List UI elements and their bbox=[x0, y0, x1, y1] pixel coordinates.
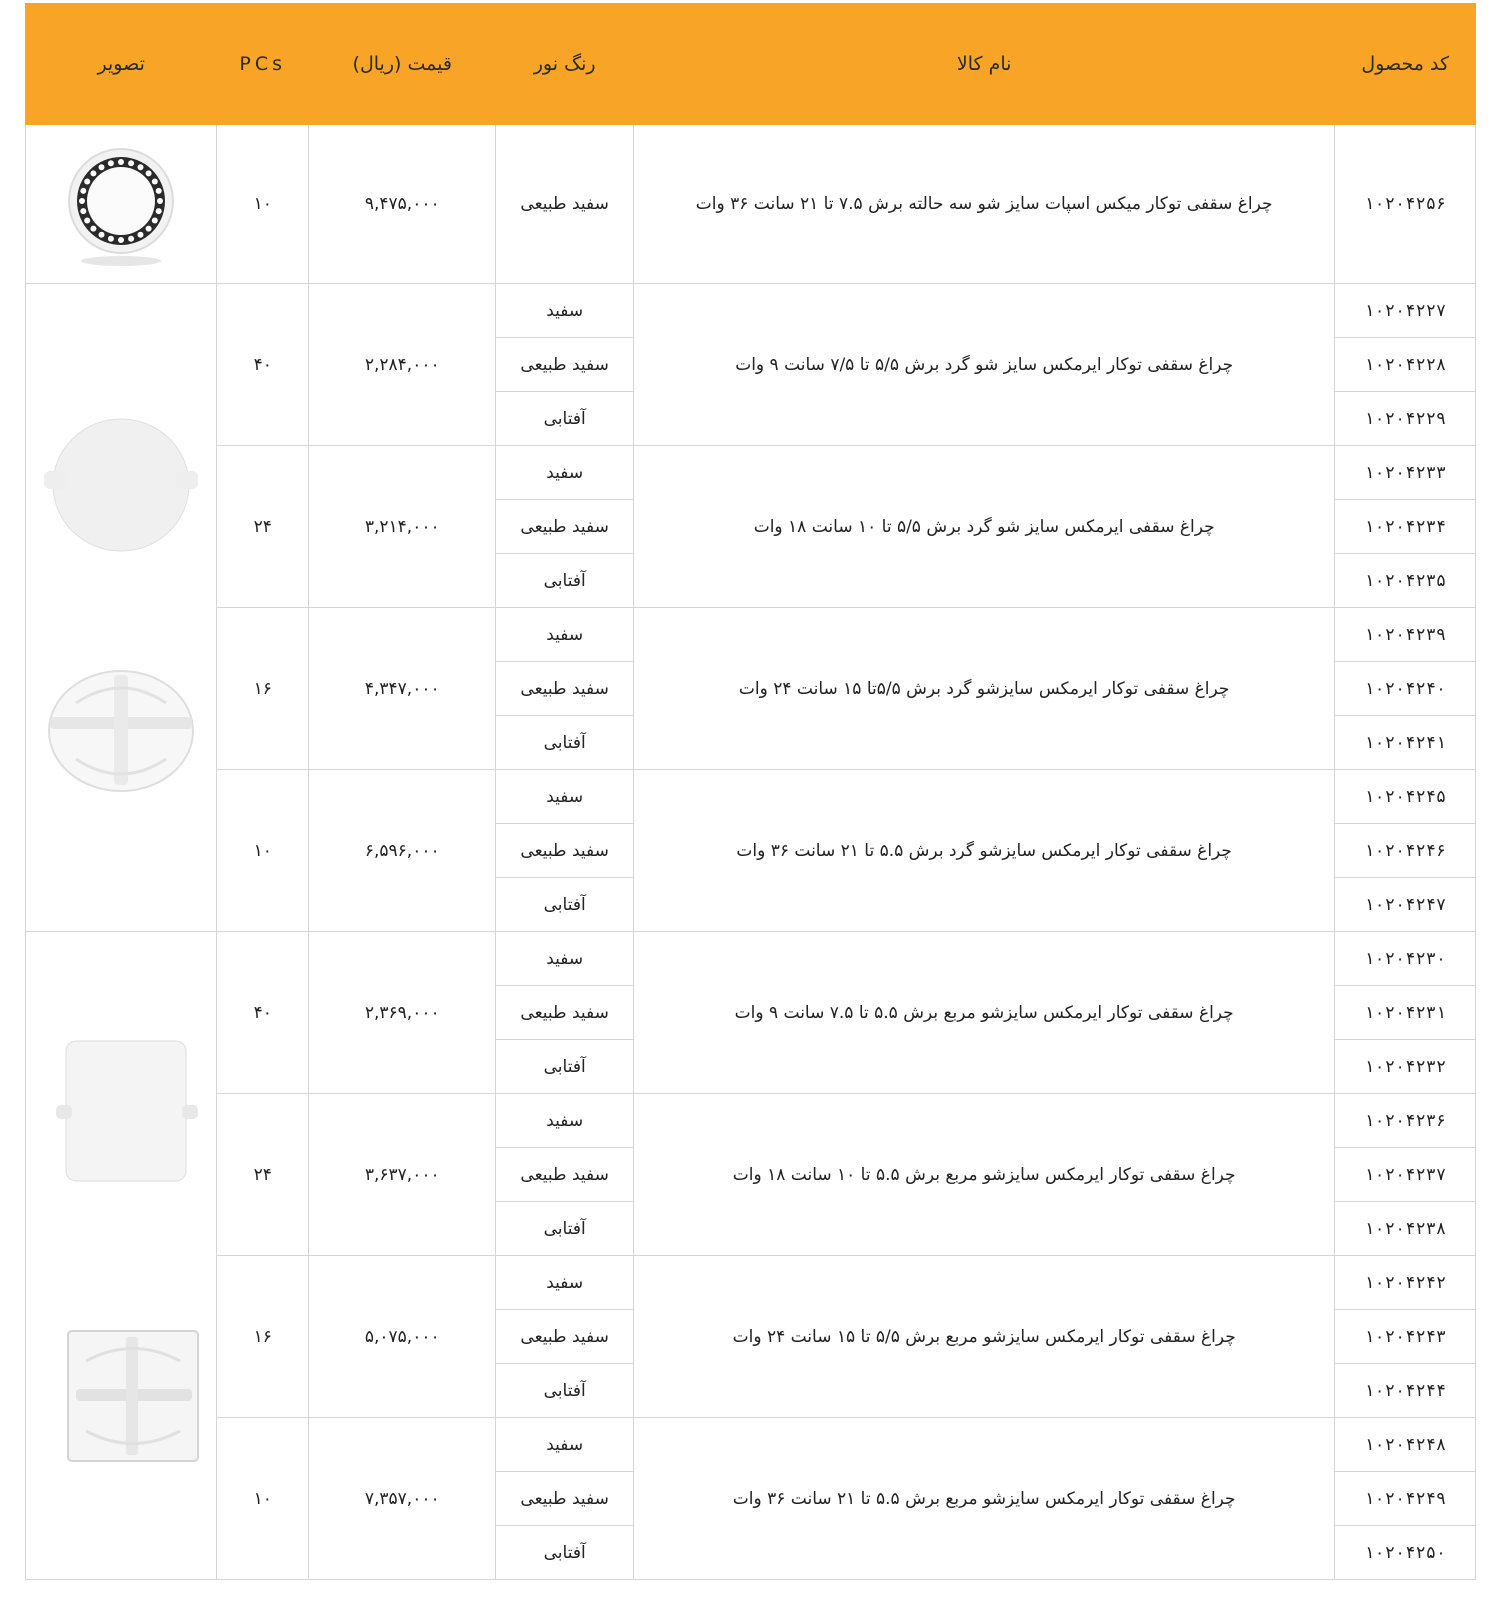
price-cell: ۹,۴۷۵,۰۰۰ bbox=[309, 125, 496, 284]
pcs-cell: ۱۰ bbox=[217, 125, 309, 284]
price-cell: ۶,۵۹۶,۰۰۰ bbox=[309, 770, 496, 932]
light-color-cell: سفید bbox=[496, 1418, 633, 1472]
table-header-row bbox=[26, 4, 1476, 125]
product-code-cell: ۱۰۲۰۴۲۳۸ bbox=[1335, 1202, 1476, 1256]
table-row bbox=[26, 1256, 1476, 1310]
product-name-cell: چراغ سقفی توکار ایرمکس سایزشو گرد برش ۵.۵ تا ۲۱ سانت ۳۶ وات bbox=[633, 770, 1335, 932]
pcs-cell: ۴۰ bbox=[217, 932, 309, 1094]
price-table bbox=[25, 3, 1476, 1580]
square-panel-lamp-image bbox=[26, 932, 217, 1580]
light-color-cell: آفتابی bbox=[496, 1526, 633, 1580]
table-row bbox=[26, 125, 1476, 284]
light-color-cell: سفید طبیعی bbox=[496, 662, 633, 716]
product-code-cell: ۱۰۲۰۴۲۳۶ bbox=[1335, 1094, 1476, 1148]
product-name-cell: چراغ سقفی توکار ایرمکس سایزشو مربع برش ۵/۵ تا ۱۵ سانت ۲۴ وات bbox=[633, 1256, 1335, 1418]
product-code-cell: ۱۰۲۰۴۲۴۳ bbox=[1335, 1310, 1476, 1364]
light-color-cell: سفید bbox=[496, 932, 633, 986]
product-code-cell: ۱۰۲۰۴۲۲۷ bbox=[1335, 284, 1476, 338]
product-code-cell: ۱۰۲۰۴۲۵۶ bbox=[1335, 125, 1476, 284]
square-panel-lamp-image-svg bbox=[36, 1031, 206, 1481]
light-color-cell: سفید bbox=[496, 284, 633, 338]
product-code-cell: ۱۰۲۰۴۲۴۱ bbox=[1335, 716, 1476, 770]
light-color-cell: سفید bbox=[496, 446, 633, 500]
product-name-cell: چراغ سقفی ایرمکس سایز شو گرد برش ۵/۵ تا ۱۰ سانت ۱۸ وات bbox=[633, 446, 1335, 608]
header-name: نام کالا bbox=[633, 4, 1335, 125]
product-name-cell: چراغ سقفی توکار ایرمکس سایز شو گرد برش ۵/۵ تا ۷/۵ سانت ۹ وات bbox=[633, 284, 1335, 446]
light-color-cell: سفید bbox=[496, 1094, 633, 1148]
product-code-cell: ۱۰۲۰۴۲۳۷ bbox=[1335, 1148, 1476, 1202]
mix-spot-round-lamp-image-svg bbox=[61, 139, 181, 269]
product-code-cell: ۱۰۲۰۴۲۳۳ bbox=[1335, 446, 1476, 500]
light-color-cell: سفید طبیعی bbox=[496, 1148, 633, 1202]
price-cell: ۷,۳۵۷,۰۰۰ bbox=[309, 1418, 496, 1580]
price-list-sheet bbox=[25, 3, 1476, 1580]
product-code-cell: ۱۰۲۰۴۲۳۴ bbox=[1335, 500, 1476, 554]
product-code-cell: ۱۰۲۰۴۲۲۹ bbox=[1335, 392, 1476, 446]
round-panel-lamp-image-svg bbox=[36, 413, 206, 803]
product-code-cell: ۱۰۲۰۴۲۵۰ bbox=[1335, 1526, 1476, 1580]
product-code-cell: ۱۰۲۰۴۲۳۱ bbox=[1335, 986, 1476, 1040]
header-price: قیمت (ریال) bbox=[309, 4, 496, 125]
light-color-cell: آفتابی bbox=[496, 392, 633, 446]
table-row bbox=[26, 1418, 1476, 1472]
light-color-cell: آفتابی bbox=[496, 878, 633, 932]
price-cell: ۴,۳۴۷,۰۰۰ bbox=[309, 608, 496, 770]
product-name-cell: چراغ سقفی توکار ایرمکس سایزشو مربع برش ۵.۵ تا ۷.۵ سانت ۹ وات bbox=[633, 932, 1335, 1094]
price-cell: ۲,۲۸۴,۰۰۰ bbox=[309, 284, 496, 446]
table-row bbox=[26, 770, 1476, 824]
light-color-cell: سفید طبیعی bbox=[496, 824, 633, 878]
product-code-cell: ۱۰۲۰۴۲۳۲ bbox=[1335, 1040, 1476, 1094]
product-code-cell: ۱۰۲۰۴۲۴۲ bbox=[1335, 1256, 1476, 1310]
table-row bbox=[26, 608, 1476, 662]
price-cell: ۵,۰۷۵,۰۰۰ bbox=[309, 1256, 496, 1418]
light-color-cell: سفید طبیعی bbox=[496, 338, 633, 392]
table-body bbox=[26, 125, 1476, 1580]
pcs-cell: ۱۰ bbox=[217, 1418, 309, 1580]
round-panel-lamp-image bbox=[26, 284, 217, 932]
product-code-cell: ۱۰۲۰۴۲۳۰ bbox=[1335, 932, 1476, 986]
mix-spot-round-lamp-image bbox=[26, 125, 217, 284]
light-color-cell: سفید طبیعی bbox=[496, 1472, 633, 1526]
table-row bbox=[26, 932, 1476, 986]
light-color-cell: سفید طبیعی bbox=[496, 500, 633, 554]
product-name-cell: چراغ سقفی توکار ایرمکس سایزشو مربع برش ۵.۵ تا ۱۰ سانت ۱۸ وات bbox=[633, 1094, 1335, 1256]
product-code-cell: ۱۰۲۰۴۲۴۵ bbox=[1335, 770, 1476, 824]
light-color-cell: سفید طبیعی bbox=[496, 1310, 633, 1364]
header-color: رنگ نور bbox=[496, 4, 633, 125]
price-cell: ۳,۶۳۷,۰۰۰ bbox=[309, 1094, 496, 1256]
light-color-cell: آفتابی bbox=[496, 554, 633, 608]
product-code-cell: ۱۰۲۰۴۲۴۸ bbox=[1335, 1418, 1476, 1472]
pcs-cell: ۱۶ bbox=[217, 608, 309, 770]
price-cell: ۳,۲۱۴,۰۰۰ bbox=[309, 446, 496, 608]
light-color-cell: آفتابی bbox=[496, 1364, 633, 1418]
product-code-cell: ۱۰۲۰۴۲۲۸ bbox=[1335, 338, 1476, 392]
table-row bbox=[26, 284, 1476, 338]
light-color-cell: آفتابی bbox=[496, 1040, 633, 1094]
product-code-cell: ۱۰۲۰۴۲۴۷ bbox=[1335, 878, 1476, 932]
pcs-cell: ۲۴ bbox=[217, 1094, 309, 1256]
product-code-cell: ۱۰۲۰۴۲۳۵ bbox=[1335, 554, 1476, 608]
product-code-cell: ۱۰۲۰۴۲۴۰ bbox=[1335, 662, 1476, 716]
price-cell: ۲,۳۶۹,۰۰۰ bbox=[309, 932, 496, 1094]
pcs-cell: ۲۴ bbox=[217, 446, 309, 608]
pcs-cell: ۴۰ bbox=[217, 284, 309, 446]
product-code-cell: ۱۰۲۰۴۲۴۶ bbox=[1335, 824, 1476, 878]
table-row bbox=[26, 1094, 1476, 1148]
product-name-cell: چراغ سقفی توکار ایرمکس سایزشو گرد برش ۵/۵تا ۱۵ سانت ۲۴ وات bbox=[633, 608, 1335, 770]
light-color-cell: سفید طبیعی bbox=[496, 986, 633, 1040]
header-image: تصویر bbox=[26, 4, 217, 125]
light-color-cell: آفتابی bbox=[496, 1202, 633, 1256]
header-pcs: PCs bbox=[217, 4, 309, 125]
light-color-cell: سفید طبیعی bbox=[496, 125, 633, 284]
header-code: کد محصول bbox=[1335, 4, 1476, 125]
pcs-cell: ۱۶ bbox=[217, 1256, 309, 1418]
product-name-cell: چراغ سقفی توکار ایرمکس سایزشو مربع برش ۵.۵ تا ۲۱ سانت ۳۶ وات bbox=[633, 1418, 1335, 1580]
light-color-cell: آفتابی bbox=[496, 716, 633, 770]
pcs-cell: ۱۰ bbox=[217, 770, 309, 932]
light-color-cell: سفید bbox=[496, 1256, 633, 1310]
light-color-cell: سفید bbox=[496, 770, 633, 824]
product-code-cell: ۱۰۲۰۴۲۳۹ bbox=[1335, 608, 1476, 662]
table-row bbox=[26, 446, 1476, 500]
product-code-cell: ۱۰۲۰۴۲۴۴ bbox=[1335, 1364, 1476, 1418]
product-code-cell: ۱۰۲۰۴۲۴۹ bbox=[1335, 1472, 1476, 1526]
light-color-cell: سفید bbox=[496, 608, 633, 662]
product-name-cell: چراغ سقفی توکار میکس اسپات سایز شو سه حالته برش ۷.۵ تا ۲۱ سانت ۳۶ وات bbox=[633, 125, 1335, 284]
